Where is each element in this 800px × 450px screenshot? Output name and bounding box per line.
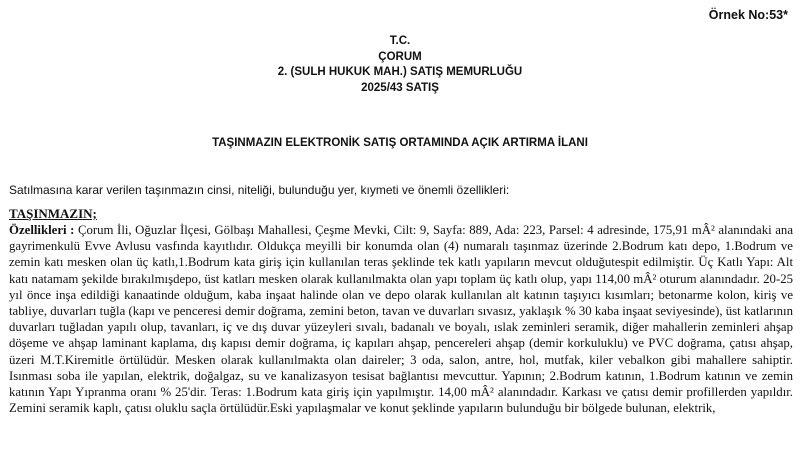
features-label: Özellikleri : — [9, 223, 75, 237]
header-line-case-number: 2025/43 SATIŞ — [361, 81, 439, 94]
header-line-republic: T.C. — [389, 35, 411, 47]
section-heading: TAŞINMAZIN; — [9, 206, 97, 221]
features-paragraph — [9, 222, 793, 416]
document-header — [0, 34, 800, 96]
header-line-city: ÇORUM — [378, 50, 422, 63]
notice-title: TAŞINMAZIN ELEKTRONİK SATIŞ ORTAMINDA AÇIK ARTIRMA İLANI — [212, 137, 588, 149]
sample-number: Örnek No:53* — [708, 8, 788, 22]
features-text: Çorum İli, Oğuzlar İlçesi, Gölbaşı Mahallesi, Çeşme Mevki, Cilt: 9, Sayfa: 889, Ada: 223, Parsel: 4 adresinde, 175,91 mÂ² alanındaki ana gayrimenkulü Evve Avlusu vasfında kayıtlıdır. Oldukça meyilli bir konumda olan (4) numaralı taşınmaz üzerinde 2.Bodrum katı depo, 1.Bodrum ve zemin katı mesken olan üç katlı,1.Bodrum kata giriş için kullanılan teras şeklinde tek katlı yapıların mevcut olduğutespit edilmiştir. Üç Katlı Yapı: Alt katı natamam şekilde bırakılmışdepo, üst katları mesken olarak kullanılmakta olan yapı toplam üç katlı olup, yapı 114,00 mÂ² oturum alanındadır. 20-25 yıl önce inşa edildiği kanaatinde olduğum, kaba inşaat halinde olan ve depo olarak kullanılan alt katının taşıyıcı kısımları; betonarme kolon, kiriş ve tabliye, duvarları tuğla (kapı ve penceresi demir doğrama, zemini beton, tavan ve duvarları sıvasız, yaklaşık % 30 kaba inşaat seviyesinde), üst katlarının duvarları tuğladan yapılı olup, tavanları, iç ve dış duvar yüzeyleri sıvalı, badanalı ve boyalı, ıslak zeminleri seramik, diğer mahallerin zeminleri ahşap döşeme ve ahşap laminant kaplama, dış kapısı demir doğrama, iç kapıları ahşap, pencereleri ahşap (demir korkuluklu) ve PVC doğrama, çatısı ahşap, üzeri M.T.Kiremitle örtülüdür. Mesken olarak kullanılmakta olan daireler; 3 oda, salon, antre, hol, mutfak, kiler vebalkon gibi mahallere sahiptir. Isınması soba ile yapılan, elektrik, doğalgaz, su ve kanalizasyon tesisat bağlantısı mevcuttur. Yapının; 2.Bodrum katının, 1.Bodrum katının ve zemin katının Yapı Yıpranma oranı % 25'dir. Teras: 1.Bodrum kata giriş için yapılmıştır. 14,00 mÂ² alanındadır. Karkası ve çatısı demir profillerden yapıldır. Zemini seramik kaplı, çatısı oluklu saçla örtülüdür.Eski yapılaşmalar ve konut şeklinde yapıların bulunduğu bir bölgede bulunan, elektrik, — [9, 223, 793, 416]
header-line-office: 2. (SULH HUKUK MAH.) SATIŞ MEMURLUĞU — [277, 66, 523, 78]
intro-text: Satılmasına karar verilen taşınmazın cinsi, niteliği, bulunduğu yer, kıymeti ve önemli özellikleri: — [9, 183, 510, 197]
